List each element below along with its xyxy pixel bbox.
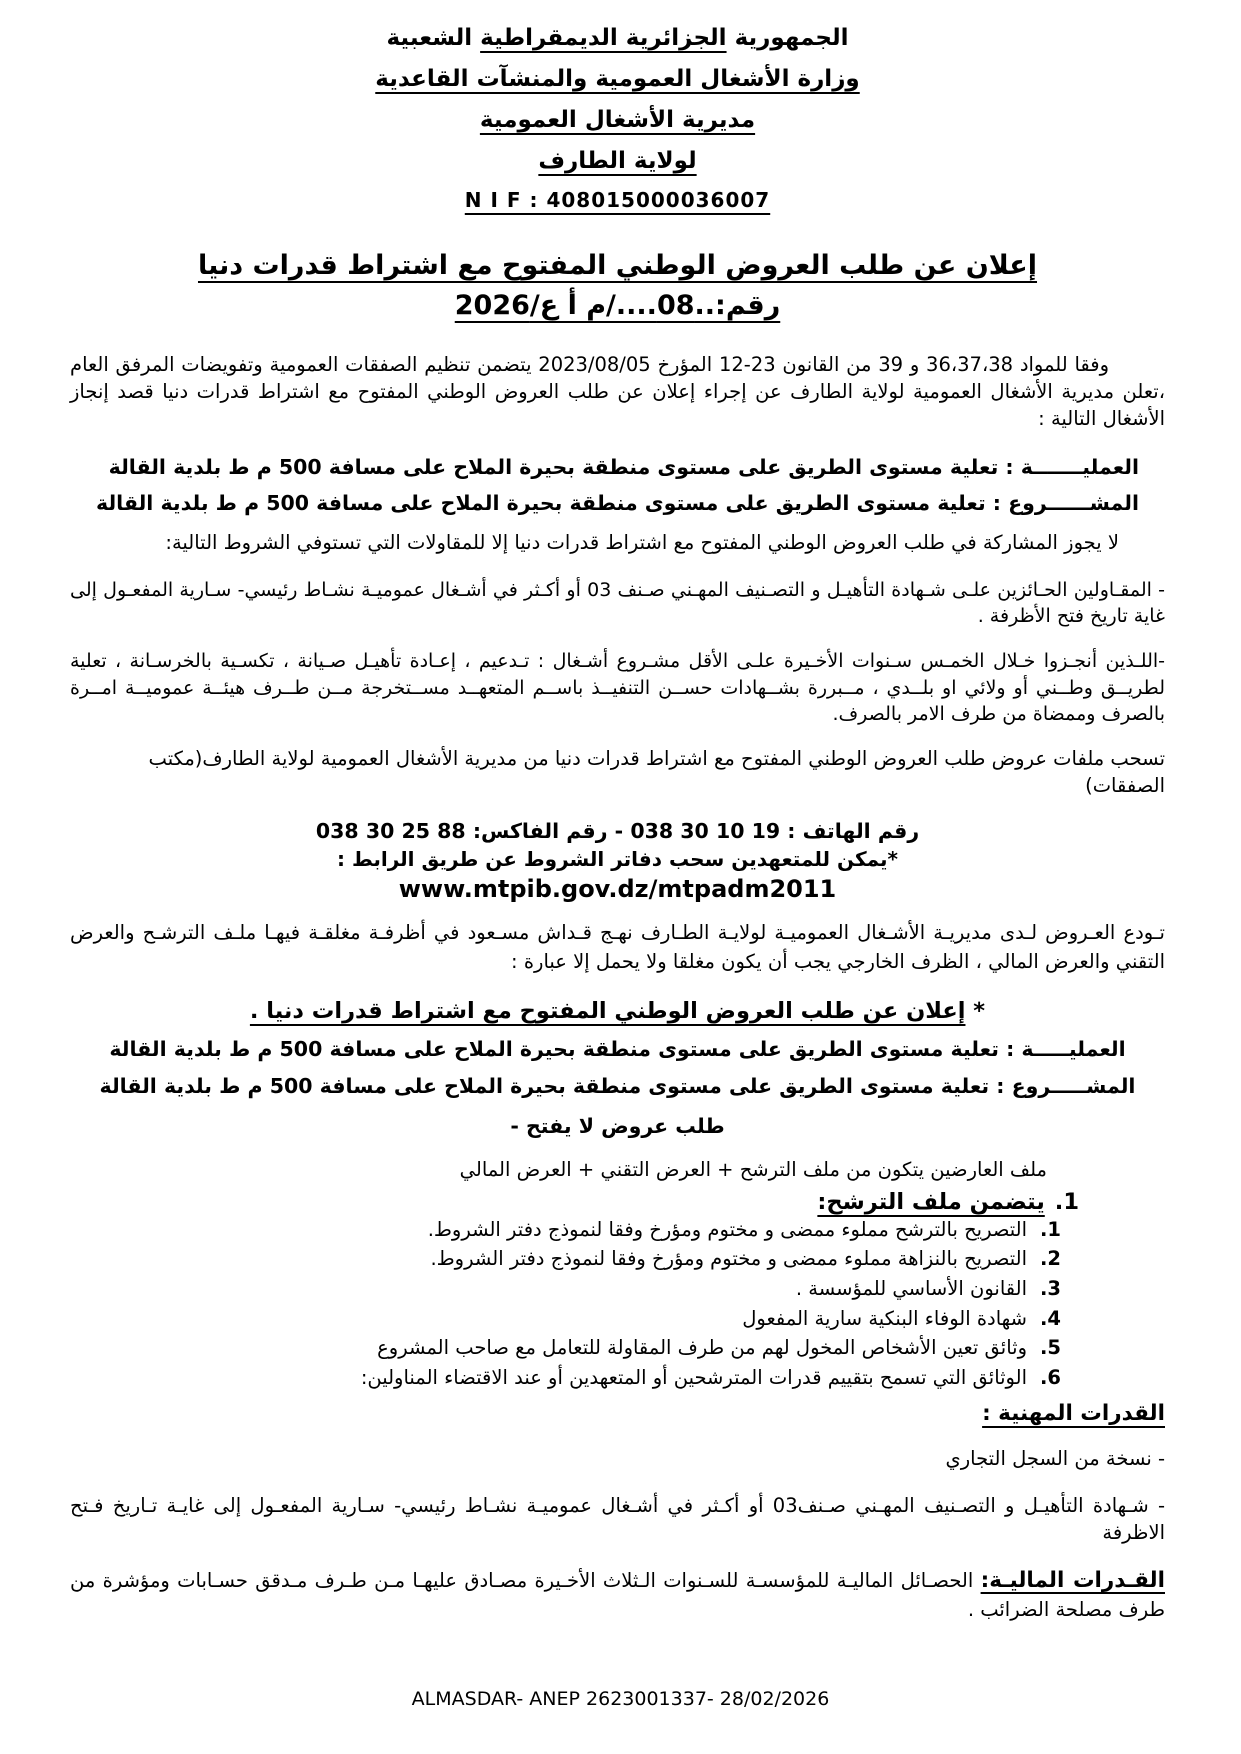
nif-line	[70, 188, 1165, 212]
do-not-open-line: طلب عروض لا يفتح -	[510, 1113, 725, 1138]
submission-paragraph: تـودع العـروض لـدى مديريـة الأشـغال العموميـة لولايـة الطـارف نهـج قـداش مسـعود في أظرفـة مغلقـة فيهـا ملـف الترشـح والعرض التقني والعرض المالي ، الظرف الخارجي يجب أن يكون مغلقا ولا يحمل إلا عبارة :	[70, 921, 1165, 973]
professional-capacities-heading	[70, 1401, 1165, 1426]
list-item-number: 3.	[1040, 1277, 1061, 1301]
list-item	[70, 1274, 1061, 1304]
title-line-1: إعلان عن طلب العروض الوطني المفتوح مع اشتراط قدرات دنيا	[197, 249, 1038, 281]
condition-qualification: - المقـاولين الحـائزين علـى شـهادة التأهيـل و التصـنيف المهـني صـنف 03 أو أكـثر في أشـغال عموميـة نشـاط رئيسي- سـارية المفعـول إلى غاية تاريخ فتح الأظرفة .	[70, 578, 1165, 628]
eligibility-intro: لا يجوز المشاركة في طلب العروض الوطني المفتوح مع اشتراط قدرات دنيا إلا للمقاولات التي تستوفي الشروط التالية:	[165, 531, 1119, 555]
directorate-line	[70, 106, 1165, 136]
financial-capacities-text: الحصـائل الماليـة للمؤسسـة للسـنوات الـثلاث الأخـيرة مصـادق عليهـا مـن طـرف مـدقق حسـابات ومؤشرة من طرف مصلحة الضرائب .	[70, 1568, 1165, 1622]
republic-line-post: الشعبية	[386, 25, 481, 51]
offer-file-note: ملف العارضين يتكون من ملف الترشح + العرض التقني + العرض المالي	[459, 1157, 1047, 1181]
financial-capacities-paragraph	[70, 1566, 1165, 1623]
list-item	[70, 1244, 1061, 1274]
project-line: المشــــــروع : تعلية مستوى الطريق على مستوى منطقة بحيرة الملاح على مسافة 500 م ط بلدية القالة	[96, 490, 1139, 515]
envelope-star: *	[965, 997, 986, 1024]
envelope-label: إعلان عن طلب العروض الوطني المفتوح مع اشتراط قدرات دنيا .	[249, 997, 966, 1024]
list-item-text: شهادة الوفاء البنكية سارية المفعول	[742, 1306, 1027, 1330]
letterhead	[70, 24, 1165, 212]
candidacy-heading-number: 1.	[1054, 1188, 1079, 1215]
list-item-text: القانون الأساسي للمؤسسة .	[795, 1277, 1027, 1301]
list-item-number: 2.	[1040, 1247, 1061, 1271]
envelope-project-line: المشـــــروع : تعلية مستوى الطريق على مستوى منطقة بحيرة الملاح على مسافة 500 م ط بلدية القالة	[99, 1073, 1136, 1098]
list-item	[70, 1333, 1061, 1363]
republic-line-underlined: الجزائرية الديمقراطية	[480, 25, 727, 51]
operation-line: العمليـــــــة : تعلية مستوى الطريق على مستوى منطقة بحيرة الملاح على مسافة 500 م ط بلدية القالة	[108, 454, 1139, 479]
condition-experience: -اللـذين أنجـزوا خـلال الخمـس سـنوات الأخـيرة علـى الأقل مشـروع أشـغال : تـدعيم ، إعـادة تأهيـل صـيانة ، تكسـية بالخرسـانة ، تعلية لطريــق وطــني أو ولائي او بلــدي ، مــبررة بشــهادات حســن التنفيــذ باســم المتعهــد مســتخرجة مــن طــرف هيئــة عموميــة امــرة بالصرف وممضاة من طرف الامر بالصرف.	[70, 650, 1165, 725]
list-item-text: التصريح بالترشح مملوء ممضى و مختوم ومؤرخ وفقا لنموذج دفتر الشروط.	[427, 1217, 1027, 1241]
republic-line-pre: الجمهورية	[726, 25, 849, 51]
intro-paragraph: وفقا للمواد 36،37،38 و 39 من القانون 23-12 المؤرخ 2023/08/05 يتضمن تنظيم الصفقات العمومية وتفويضات المرفق العام ،تعلن مديرية الأشغال العمومية لولاية الطارف عن إجراء إعلان عن طلب العروض الوطني المفتوح مع اشتراط قدرات دنيا قصد إنجاز الأشغال التالية :	[70, 352, 1165, 431]
list-item-number: 4.	[1040, 1306, 1061, 1330]
professional-item-registry: - نسخة من السجل التجاري	[945, 1447, 1165, 1471]
candidacy-file-heading	[70, 1189, 1079, 1215]
professional-capacities-heading-text: القدرات المهنية :	[982, 1400, 1165, 1426]
nif-value: N I F : 408015000036007	[464, 187, 771, 212]
envelope-title	[70, 998, 1165, 1024]
list-item	[70, 1304, 1061, 1334]
list-item	[70, 1363, 1061, 1393]
list-item-number: 1.	[1040, 1217, 1061, 1241]
phone-fax-line: رقم الهاتف : 19 10 30 038 - رقم الفاكس: 88 25 30 038	[315, 819, 920, 844]
wilaya-line-text: لولاية الطارف	[538, 147, 697, 174]
republic-line	[70, 24, 1165, 54]
ministry-line-text: وزارة الأشغال العمومية والمنشآت القاعدية	[375, 65, 860, 92]
list-item-text: التصريح بالنزاهة مملوء ممضى و مختوم ومؤرخ وفقا لنموذج دفتر الشروط.	[430, 1247, 1027, 1271]
list-item-text: وثائق تعين الأشخاص المخول لهم من طرف المقاولة للتعامل مع صاحب المشروع	[377, 1336, 1027, 1360]
title-line-2: رقم:..08..../م أ ع/2026	[454, 290, 781, 322]
candidacy-heading-text: يتضمن ملف الترشح:	[817, 1188, 1045, 1215]
list-item	[70, 1215, 1061, 1245]
financial-capacities-label: القـدرات الماليـة:	[980, 1567, 1165, 1593]
ministry-line	[70, 65, 1165, 95]
directorate-line-text: مديرية الأشغال العمومية	[479, 106, 756, 133]
professional-item-certificate: - شـهادة التأهيـل و التصـنيف المهـني صـنف03 أو أكـثر في أشـغال عموميـة نشـاط رئيسي- سـارية المفعـول إلى غايـة تـاريخ فـتح الاظرفة	[70, 1493, 1166, 1545]
withdrawal-paragraph: تسحب ملفات عروض طلب العروض الوطني المفتوح مع اشتراط قدرات دنيا من مديرية الأشغال العمومية لولاية الطارف(مكتب الصفقات)	[148, 746, 1165, 797]
list-item-number: 5.	[1040, 1336, 1061, 1360]
footer-anep-reference: ALMASDAR- ANEP 2623001337- 28/02/2026	[411, 1688, 830, 1710]
list-item-number: 6.	[1040, 1365, 1061, 1389]
website-url: www.mtpib.gov.dz/mtpadm2011	[398, 875, 837, 904]
document-title	[70, 246, 1165, 327]
wilaya-line	[70, 147, 1165, 177]
list-item-text: الوثائق التي تسمح بتقييم قدرات المترشحين أو المتعهدين أو عند الاقتضاء المناولين:	[360, 1365, 1027, 1389]
envelope-operation-line: العمليـــــة : تعلية مستوى الطريق على مستوى منطقة بحيرة الملاح على مسافة 500 م ط بلدية القالة	[109, 1036, 1126, 1061]
link-note: *يمكن للمتعهدين سحب دفاتر الشروط عن طريق الرابط :	[336, 847, 898, 872]
